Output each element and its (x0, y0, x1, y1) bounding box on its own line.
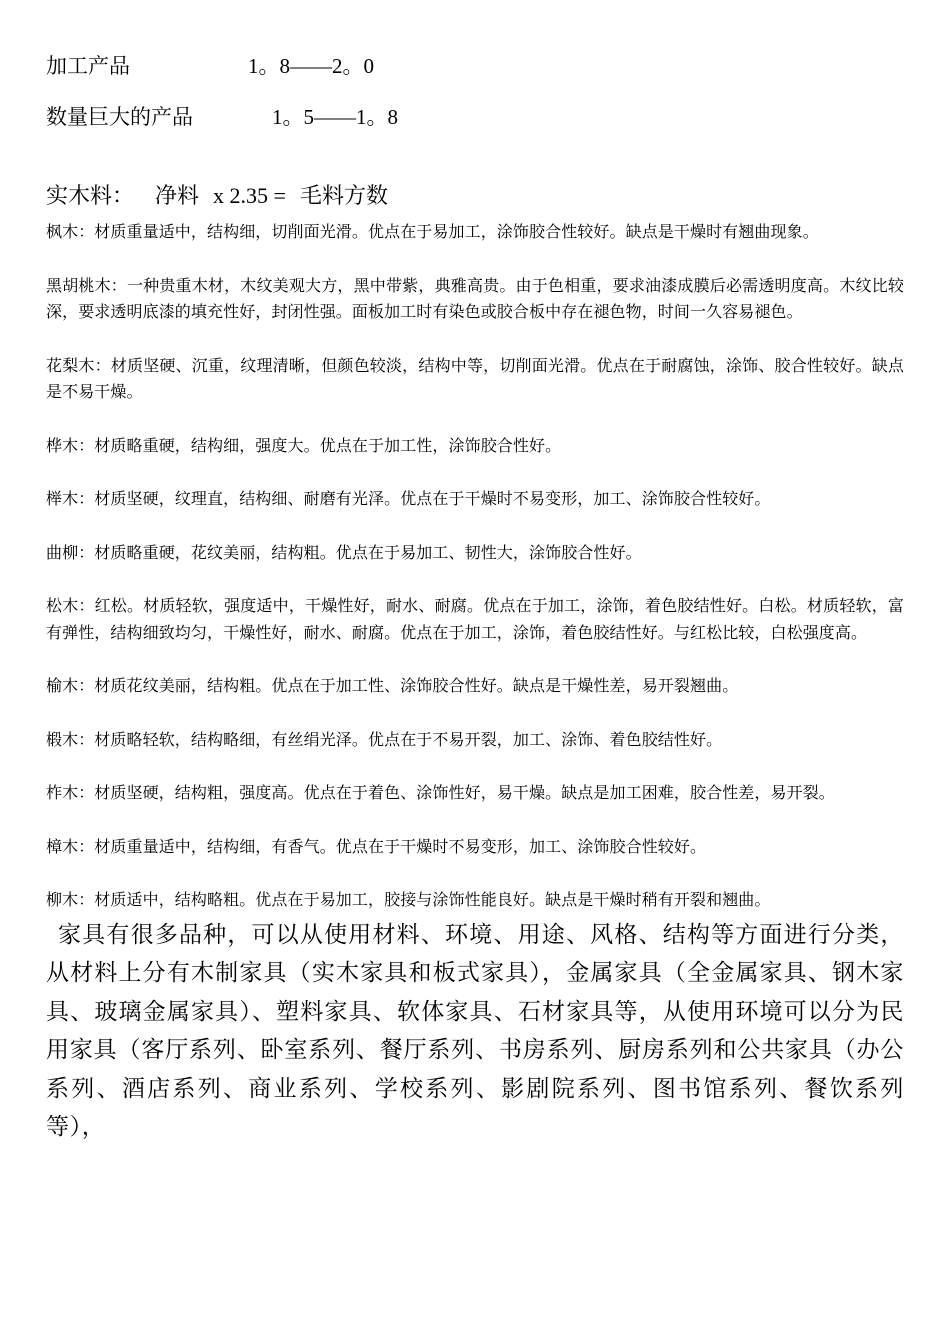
formula-prefix: 实木料： (46, 184, 135, 209)
formula-result: 毛料方数 (299, 184, 388, 209)
ratio-row-processed-products (46, 50, 904, 82)
wood-item-camphor: 樟木：材质重量适中，结构细，有香气。优点在于干燥时不易变形，加工、涂饰胶合性较好。 (46, 836, 707, 856)
wood-item-pine: 松木：红松。材质轻软，强度适中，干燥性好，耐水、耐腐。优点在于加工，涂饰，着色胶结性好。白松。材质轻软，富有弹性，结构细致均匀，干燥性好，耐水、耐腐。优点在于加工，涂饰，着色胶结性好。与红松比较，白松强度高。 (46, 596, 904, 642)
wood-item-willow: 柳木：材质适中，结构略粗。优点在于易加工，胶接与涂饰性能良好。缺点是干燥时稍有开裂和翘曲。 (46, 890, 771, 909)
ratio-row-bulk-products (46, 101, 904, 133)
ratio-value: 1。5——1。8 (272, 105, 398, 129)
formula-net: 净料 (155, 184, 200, 209)
wood-item-beech: 榉木：材质坚硬，纹理直，结构细、耐磨有光泽。优点在于干燥时不易变形，加工、涂饰胶合性较好。 (46, 489, 771, 508)
ratio-label: 加工产品 (46, 54, 130, 78)
wood-item-basswood: 椴木：材质略轻软，结构略细，有丝绢光泽。优点在于不易开裂，加工、涂饰、着色胶结性好。 (46, 729, 723, 749)
document-page (46, 50, 904, 1170)
wood-item-elm: 榆木：材质花纹美丽，结构粗。优点在于加工性、涂饰胶合性好。缺点是干燥性差，易开裂翘曲。 (46, 676, 739, 695)
wood-item-oak: 柞木：材质坚硬，结构粗，强度高。优点在于着色、涂饰性好，易干燥。缺点是加工困难，胶合性差，易开裂。 (46, 783, 835, 802)
wood-item-rosewood: 花梨木：材质坚硬、沉重，纹理清晰，但颜色较淡，结构中等，切削面光滑。优点在于耐腐蚀，涂饰、胶合性较好。缺点是不易干燥。 (46, 355, 904, 401)
wood-types-list (46, 219, 904, 914)
ratio-value: 1。8——2。0 (248, 54, 374, 78)
furniture-intro-paragraph: 家具有很多品种，可以从使用材料、环境、用途、风格、结构等方面进行分类，从材料上分有木制家具（实木家具和板式家具），金属家具（全金属家具、钢木家具、玻璃金属家具）、塑料家具、软体家具、石材家具等，从使用环境可以分为民用家具（客厅系列、卧室系列、餐厅系列、书房系列、厨房系列和公共家具（办公系列、酒店系列、商业系列、学校系列、影剧院系列、图书馆系列、餐饮系列等）， (46, 921, 904, 1140)
wood-item-black-walnut: 黑胡桃木：一种贵重木材，木纹美观大方，黑中带紫，典雅高贵。由于色相重，要求油漆成膜后必需透明度高。木纹比较深，要求透明底漆的填充性好，封闭性强。面板加工时有染色或胶合板中存在褪色物，时间一久容易褪色。 (46, 275, 904, 321)
wood-item-ash: 曲柳：材质略重硬，花纹美丽，结构粗。优点在于易加工、韧性大，涂饰胶合性好。 (46, 542, 642, 562)
wood-item-maple: 枫木：材质重量适中，结构细，切削面光滑。优点在于易加工，涂饰胶合性较好。缺点是干燥时有翘曲现象。 (46, 222, 819, 241)
wood-item-birch: 桦木：材质略重硬，结构细，强度大。优点在于加工性，涂饰胶合性好。 (46, 435, 562, 455)
solid-wood-formula (46, 180, 904, 213)
ratio-label: 数量巨大的产品 (46, 105, 193, 129)
formula-multiplier: x 2.35 = (213, 183, 286, 208)
